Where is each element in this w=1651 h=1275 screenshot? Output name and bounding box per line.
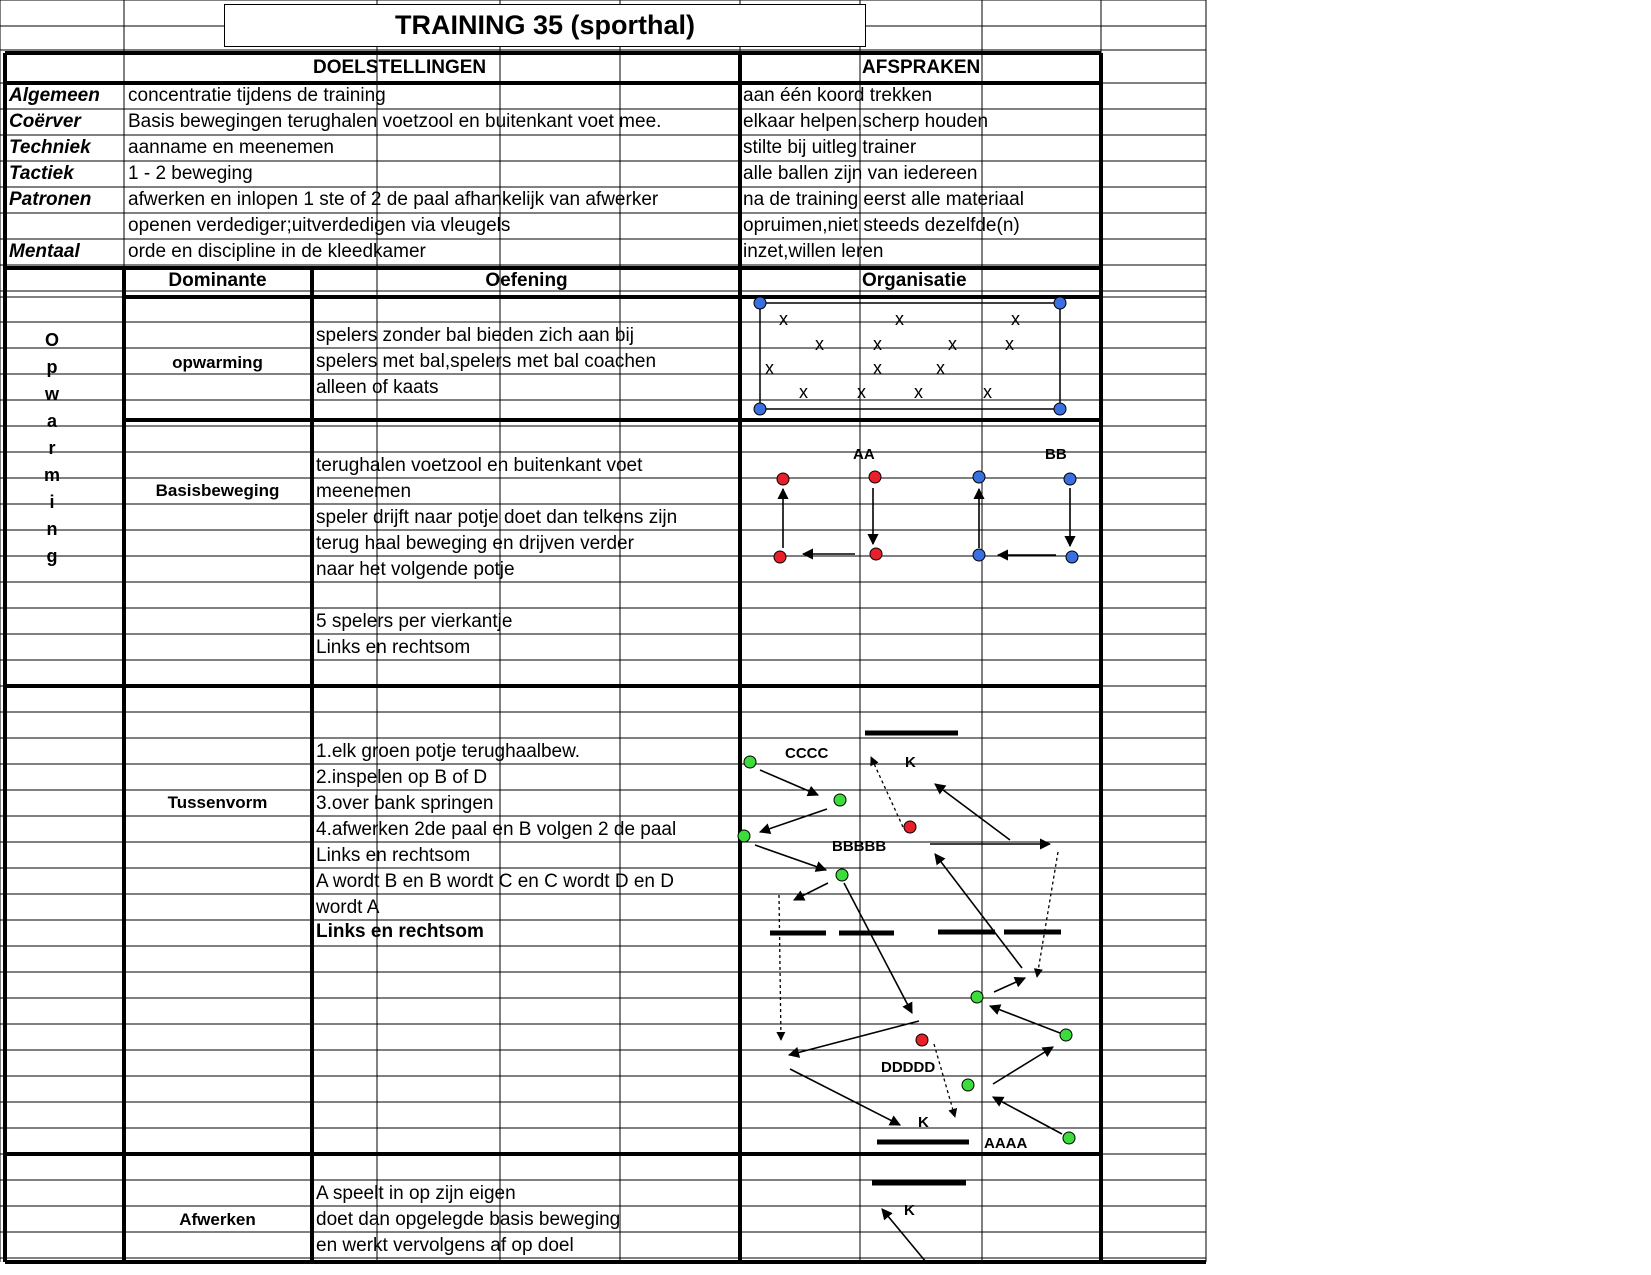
exercise-line: doet dan opgelegde basis beweging <box>316 1209 621 1230</box>
player-mark: x <box>936 358 945 378</box>
page-title: TRAINING 35 (sporthal) <box>224 4 866 47</box>
vertical-letter: w <box>44 384 59 404</box>
vertical-letter: p <box>46 357 58 377</box>
player-mark: x <box>1011 309 1020 329</box>
player-mark: x <box>1005 334 1014 354</box>
marker-dot <box>777 473 789 485</box>
marker-dot <box>904 821 916 833</box>
exercise-tussenvorm-bold-line: Links en rechtsom <box>316 921 484 942</box>
objective-agreement: alle ballen zijn van iedereen <box>743 163 978 184</box>
diagram-label: AA <box>853 446 875 463</box>
objective-agreement: na de training eerst alle materiaal <box>743 189 1024 210</box>
movement-arrow <box>935 854 1022 968</box>
vertical-letter: i <box>49 492 55 512</box>
objective-goal: Basis bewegingen terughalen voetzool en buitenkant voet mee. <box>128 111 662 132</box>
vertical-letter: O <box>44 330 59 350</box>
marker-dot <box>738 830 750 842</box>
objective-label: Mentaal <box>9 241 80 262</box>
player-mark: x <box>765 358 774 378</box>
objective-agreement: inzet,willen leren <box>743 241 884 262</box>
movement-arrow <box>779 895 781 1040</box>
movement-arrow <box>844 883 912 1013</box>
exercise-line: 2.inspelen op B of D <box>316 767 488 788</box>
marker-dot <box>834 794 846 806</box>
vertical-letter: r <box>48 438 56 458</box>
marker-dot <box>744 756 756 768</box>
marker-dot <box>973 549 985 561</box>
header-afspraken: AFSPRAKEN <box>862 57 981 78</box>
exercise-line: 3.over bank springen <box>316 793 494 814</box>
exercise-line: Links en rechtsom <box>316 845 471 866</box>
objective-goal: concentratie tijdens de training <box>128 85 386 106</box>
objective-goal: orde en discipline in de kleedkamer <box>128 241 426 262</box>
exercise-line: spelers zonder bal bieden zich aan bij <box>316 325 634 346</box>
objective-goal: 1 - 2 beweging <box>128 163 253 184</box>
objective-label: Algemeen <box>9 85 100 106</box>
diagram-label: K <box>904 1202 915 1219</box>
exercise-line: en werkt vervolgens af op doel <box>316 1235 574 1256</box>
exercise-line: wordt A <box>316 897 380 918</box>
exercise-line: A speelt in op zijn eigen <box>316 1183 516 1204</box>
player-mark: x <box>914 382 923 402</box>
marker-dot <box>1060 1029 1072 1041</box>
objective-agreement: opruimen,niet steeds dezelfde(n) <box>743 215 1020 236</box>
movement-arrow <box>934 1044 955 1117</box>
movement-arrow <box>1037 852 1058 977</box>
dominant-tussenvorm: Tussenvorm <box>167 793 268 812</box>
marker-dot <box>869 471 881 483</box>
movement-arrow <box>994 978 1025 992</box>
objective-agreement: aan één koord trekken <box>743 85 933 106</box>
exercise-line: Links en rechtsom <box>316 637 471 658</box>
diagram-label: BBBBB <box>832 838 887 855</box>
movement-arrow <box>760 770 818 795</box>
exercise-line: 5 spelers per vierkantje <box>316 611 513 632</box>
movement-arrow <box>935 784 1010 840</box>
movement-arrow <box>755 845 826 870</box>
objective-label: Patronen <box>9 189 92 210</box>
marker-dot <box>971 991 983 1003</box>
objective-label: Techniek <box>9 137 91 158</box>
diagram-label: AAAA <box>984 1135 1028 1152</box>
vertical-letter: n <box>46 519 58 539</box>
diagram-label: K <box>918 1114 929 1131</box>
exercise-line: meenemen <box>316 481 412 502</box>
objective-goal: afwerken en inlopen 1 ste of 2 de paal afhankelijk van afwerker <box>128 189 659 210</box>
dominant-opwarming: opwarming <box>172 353 263 372</box>
player-mark: x <box>873 358 882 378</box>
player-mark: x <box>873 334 882 354</box>
marker-dot <box>774 551 786 563</box>
marker-dot <box>1063 1132 1075 1144</box>
exercise-line: terug haal beweging en drijven verder <box>316 533 634 554</box>
exercise-line: 1.elk groen potje terughaalbew. <box>316 741 581 762</box>
marker-dot <box>962 1079 974 1091</box>
header-oefening: Oefening <box>485 270 568 291</box>
exercise-line: A wordt B en B wordt C en C wordt D en D <box>316 871 674 892</box>
objective-label: Coërver <box>9 111 81 132</box>
player-mark: x <box>857 382 866 402</box>
diagram-label: CCCC <box>785 745 829 762</box>
exercise-line: speler drijft naar potje doet dan telkens zijn <box>316 507 678 528</box>
player-mark: x <box>895 309 904 329</box>
marker-dot <box>1054 297 1066 309</box>
movement-arrow <box>760 809 827 832</box>
exercise-line: spelers met bal,spelers met bal coachen <box>316 351 657 372</box>
player-mark: x <box>948 334 957 354</box>
dominant-afwerken: Afwerken <box>179 1210 256 1229</box>
dominant-basisbeweging: Basisbeweging <box>155 481 280 500</box>
vertical-letter: m <box>43 465 60 485</box>
marker-dot <box>1054 403 1066 415</box>
marker-dot <box>1064 473 1076 485</box>
movement-arrow <box>993 1047 1053 1084</box>
objective-agreement: elkaar helpen,scherp houden <box>743 111 989 132</box>
marker-dot <box>916 1034 928 1046</box>
exercise-line: alleen of kaats <box>316 377 439 398</box>
header-doelstellingen: DOELSTELLINGEN <box>313 57 487 78</box>
objective-goal: openen verdediger;uitverdedigen via vleugels <box>128 215 511 236</box>
player-mark: x <box>983 382 992 402</box>
player-mark: x <box>779 309 788 329</box>
objective-label: Tactiek <box>9 163 74 184</box>
marker-dot <box>1066 551 1078 563</box>
exercise-line: naar het volgende potje <box>316 559 515 580</box>
diagram-label: BB <box>1045 446 1067 463</box>
movement-arrow <box>794 883 828 900</box>
movement-arrow <box>990 1006 1060 1033</box>
objective-goal: aanname en meenemen <box>128 137 334 158</box>
marker-dot <box>870 548 882 560</box>
objective-agreement: stilte bij uitleg trainer <box>743 137 917 158</box>
diagram-label: K <box>905 754 916 771</box>
marker-dot <box>754 403 766 415</box>
vertical-letter: a <box>46 411 57 431</box>
header-organisatie: Organisatie <box>862 270 967 291</box>
exercise-line: terughalen voetzool en buitenkant voet <box>316 455 643 476</box>
vertical-letter: g <box>46 546 58 566</box>
exercise-line: 4.afwerken 2de paal en B volgen 2 de paal <box>316 819 677 840</box>
marker-dot <box>836 869 848 881</box>
player-mark: x <box>815 334 824 354</box>
diagram-label: DDDDD <box>881 1059 936 1076</box>
player-mark: x <box>799 382 808 402</box>
marker-dot <box>973 471 985 483</box>
header-dominante: Dominante <box>168 270 267 291</box>
marker-dot <box>754 297 766 309</box>
